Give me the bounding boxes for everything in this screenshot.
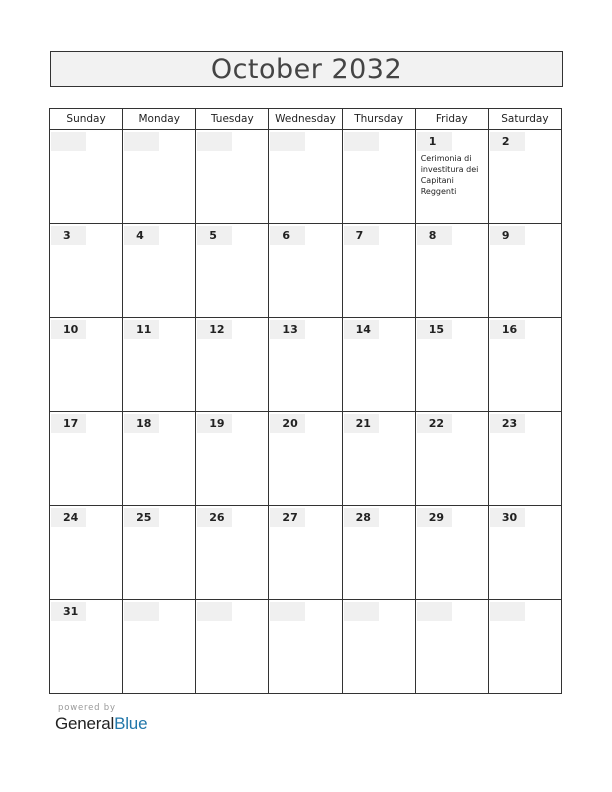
- day-cell[interactable]: [196, 130, 269, 224]
- day-cell[interactable]: [269, 130, 342, 224]
- day-cell[interactable]: [123, 318, 196, 412]
- day-cell[interactable]: [488, 318, 561, 412]
- day-cell-content: [50, 412, 122, 505]
- day-number: 15: [417, 320, 452, 339]
- weekday-thursday: Thursday: [342, 109, 415, 130]
- day-cell-content: [489, 412, 561, 505]
- logo-text-general: General: [55, 714, 115, 733]
- day-cell[interactable]: [123, 130, 196, 224]
- day-cell[interactable]: [123, 224, 196, 318]
- day-cell[interactable]: [196, 506, 269, 600]
- day-number: 20: [270, 414, 305, 433]
- day-number: [124, 132, 159, 151]
- day-number: [197, 602, 232, 621]
- week-row: [50, 224, 562, 318]
- day-cell-content: [416, 224, 488, 317]
- weekday-monday: Monday: [123, 109, 196, 130]
- day-cell[interactable]: [342, 130, 415, 224]
- day-cell[interactable]: [415, 318, 488, 412]
- day-cell[interactable]: [269, 506, 342, 600]
- day-cell-content: [416, 130, 488, 223]
- day-cell[interactable]: [196, 224, 269, 318]
- day-cell[interactable]: [123, 412, 196, 506]
- weekday-tuesday: Tuesday: [196, 109, 269, 130]
- day-cell[interactable]: [415, 224, 488, 318]
- day-cell[interactable]: [488, 224, 561, 318]
- day-cell[interactable]: [342, 506, 415, 600]
- week-row: [50, 318, 562, 412]
- day-cell-content: [416, 412, 488, 505]
- day-cell[interactable]: [488, 412, 561, 506]
- powered-by-label: powered by: [58, 703, 116, 713]
- week-row: [50, 412, 562, 506]
- day-number: [51, 132, 86, 151]
- day-cell[interactable]: [415, 506, 488, 600]
- day-cell-content: [343, 600, 415, 693]
- day-cell-content: [123, 600, 195, 693]
- day-number: 24: [51, 508, 86, 527]
- day-cell[interactable]: [123, 506, 196, 600]
- day-cell-content: [123, 224, 195, 317]
- day-cell[interactable]: [488, 130, 561, 224]
- day-cell-content: [489, 224, 561, 317]
- day-cell[interactable]: [488, 506, 561, 600]
- day-cell-content: [123, 412, 195, 505]
- day-cell[interactable]: [342, 318, 415, 412]
- day-cell[interactable]: [342, 224, 415, 318]
- day-cell[interactable]: [50, 318, 123, 412]
- weekday-sunday: Sunday: [50, 109, 123, 130]
- day-number: 11: [124, 320, 159, 339]
- day-number: 7: [344, 226, 379, 245]
- day-number: 14: [344, 320, 379, 339]
- day-number: [270, 132, 305, 151]
- week-row: [50, 600, 562, 694]
- day-number: 29: [417, 508, 452, 527]
- day-number: 25: [124, 508, 159, 527]
- day-number: 13: [270, 320, 305, 339]
- day-cell-content: [50, 506, 122, 599]
- day-number: 5: [197, 226, 232, 245]
- day-cell-content: [269, 506, 341, 599]
- day-number: 2: [490, 132, 525, 151]
- day-number: 22: [417, 414, 452, 433]
- month-grid: [49, 108, 562, 694]
- day-cell[interactable]: [269, 600, 342, 694]
- day-number: 18: [124, 414, 159, 433]
- day-number: 26: [197, 508, 232, 527]
- calendar-title: October 2032: [50, 51, 563, 87]
- day-cell-content: [343, 318, 415, 411]
- day-cell-content: [269, 318, 341, 411]
- day-cell[interactable]: [50, 130, 123, 224]
- weekday-friday: Friday: [415, 109, 488, 130]
- day-cell-content: [269, 224, 341, 317]
- holiday-event: Cerimonia di investitura dei Capitani Reggenti: [420, 154, 479, 196]
- day-number: 10: [51, 320, 86, 339]
- day-number: [270, 602, 305, 621]
- day-number: 6: [270, 226, 305, 245]
- day-cell-content: [489, 318, 561, 411]
- day-cell-content: [196, 130, 268, 223]
- day-cell[interactable]: [50, 224, 123, 318]
- day-cell-content: [269, 130, 341, 223]
- weekday-saturday: Saturday: [488, 109, 561, 130]
- weekday-wednesday: Wednesday: [269, 109, 342, 130]
- day-cell-content: [343, 130, 415, 223]
- day-cell-content: [123, 506, 195, 599]
- day-number: 16: [490, 320, 525, 339]
- day-number: 19: [197, 414, 232, 433]
- day-cell[interactable]: [415, 130, 488, 224]
- day-cell[interactable]: [196, 600, 269, 694]
- logo-text-blue: Blue: [114, 714, 148, 733]
- day-cell[interactable]: [50, 600, 123, 694]
- weeks-body: [50, 130, 562, 694]
- day-cell-content: [489, 506, 561, 599]
- day-number: 30: [490, 508, 525, 527]
- day-cell-content: [196, 506, 268, 599]
- day-cell-content: [416, 318, 488, 411]
- day-cell-content: [123, 130, 195, 223]
- day-number: [344, 602, 379, 621]
- day-cell-content: [50, 318, 122, 411]
- generalblue-logo[interactable]: [55, 714, 147, 734]
- day-cell-content: [50, 130, 122, 223]
- day-cell-content: [489, 600, 561, 693]
- day-cell-content: [343, 224, 415, 317]
- day-number: 28: [344, 508, 379, 527]
- day-cell[interactable]: [196, 412, 269, 506]
- weekday-header-row: [50, 109, 562, 130]
- day-number: 27: [270, 508, 305, 527]
- day-number: 3: [51, 226, 86, 245]
- day-cell[interactable]: [342, 600, 415, 694]
- day-cell-content: [343, 506, 415, 599]
- day-number: 31: [51, 602, 86, 621]
- day-number: 23: [490, 414, 525, 433]
- day-number: [417, 602, 452, 621]
- day-number: 8: [417, 226, 452, 245]
- day-cell-content: [269, 412, 341, 505]
- day-cell-content: [343, 412, 415, 505]
- day-cell[interactable]: [196, 318, 269, 412]
- day-cell[interactable]: [50, 506, 123, 600]
- day-cell[interactable]: [342, 412, 415, 506]
- day-number: [490, 602, 525, 621]
- day-cell-content: [50, 600, 122, 693]
- day-cell[interactable]: [269, 224, 342, 318]
- day-number: 17: [51, 414, 86, 433]
- day-cell[interactable]: [269, 412, 342, 506]
- day-number: 21: [344, 414, 379, 433]
- day-number: [344, 132, 379, 151]
- day-cell-content: [416, 600, 488, 693]
- day-number: 4: [124, 226, 159, 245]
- day-number: 1: [417, 132, 452, 151]
- day-cell-content: [196, 600, 268, 693]
- day-cell-content: [269, 600, 341, 693]
- day-number: 12: [197, 320, 232, 339]
- day-cell-content: [50, 224, 122, 317]
- day-cell[interactable]: [269, 318, 342, 412]
- day-cell-content: [489, 130, 561, 223]
- day-cell-content: [416, 506, 488, 599]
- week-row: [50, 506, 562, 600]
- week-row: [50, 130, 562, 224]
- day-cell-content: [196, 318, 268, 411]
- day-cell-content: [196, 224, 268, 317]
- day-cell[interactable]: [488, 600, 561, 694]
- day-cell-content: [123, 318, 195, 411]
- day-cell[interactable]: [415, 600, 488, 694]
- day-number: [197, 132, 232, 151]
- day-cell[interactable]: [50, 412, 123, 506]
- day-cell-content: [196, 412, 268, 505]
- day-cell[interactable]: [123, 600, 196, 694]
- day-number: 9: [490, 226, 525, 245]
- day-cell[interactable]: [415, 412, 488, 506]
- day-number: [124, 602, 159, 621]
